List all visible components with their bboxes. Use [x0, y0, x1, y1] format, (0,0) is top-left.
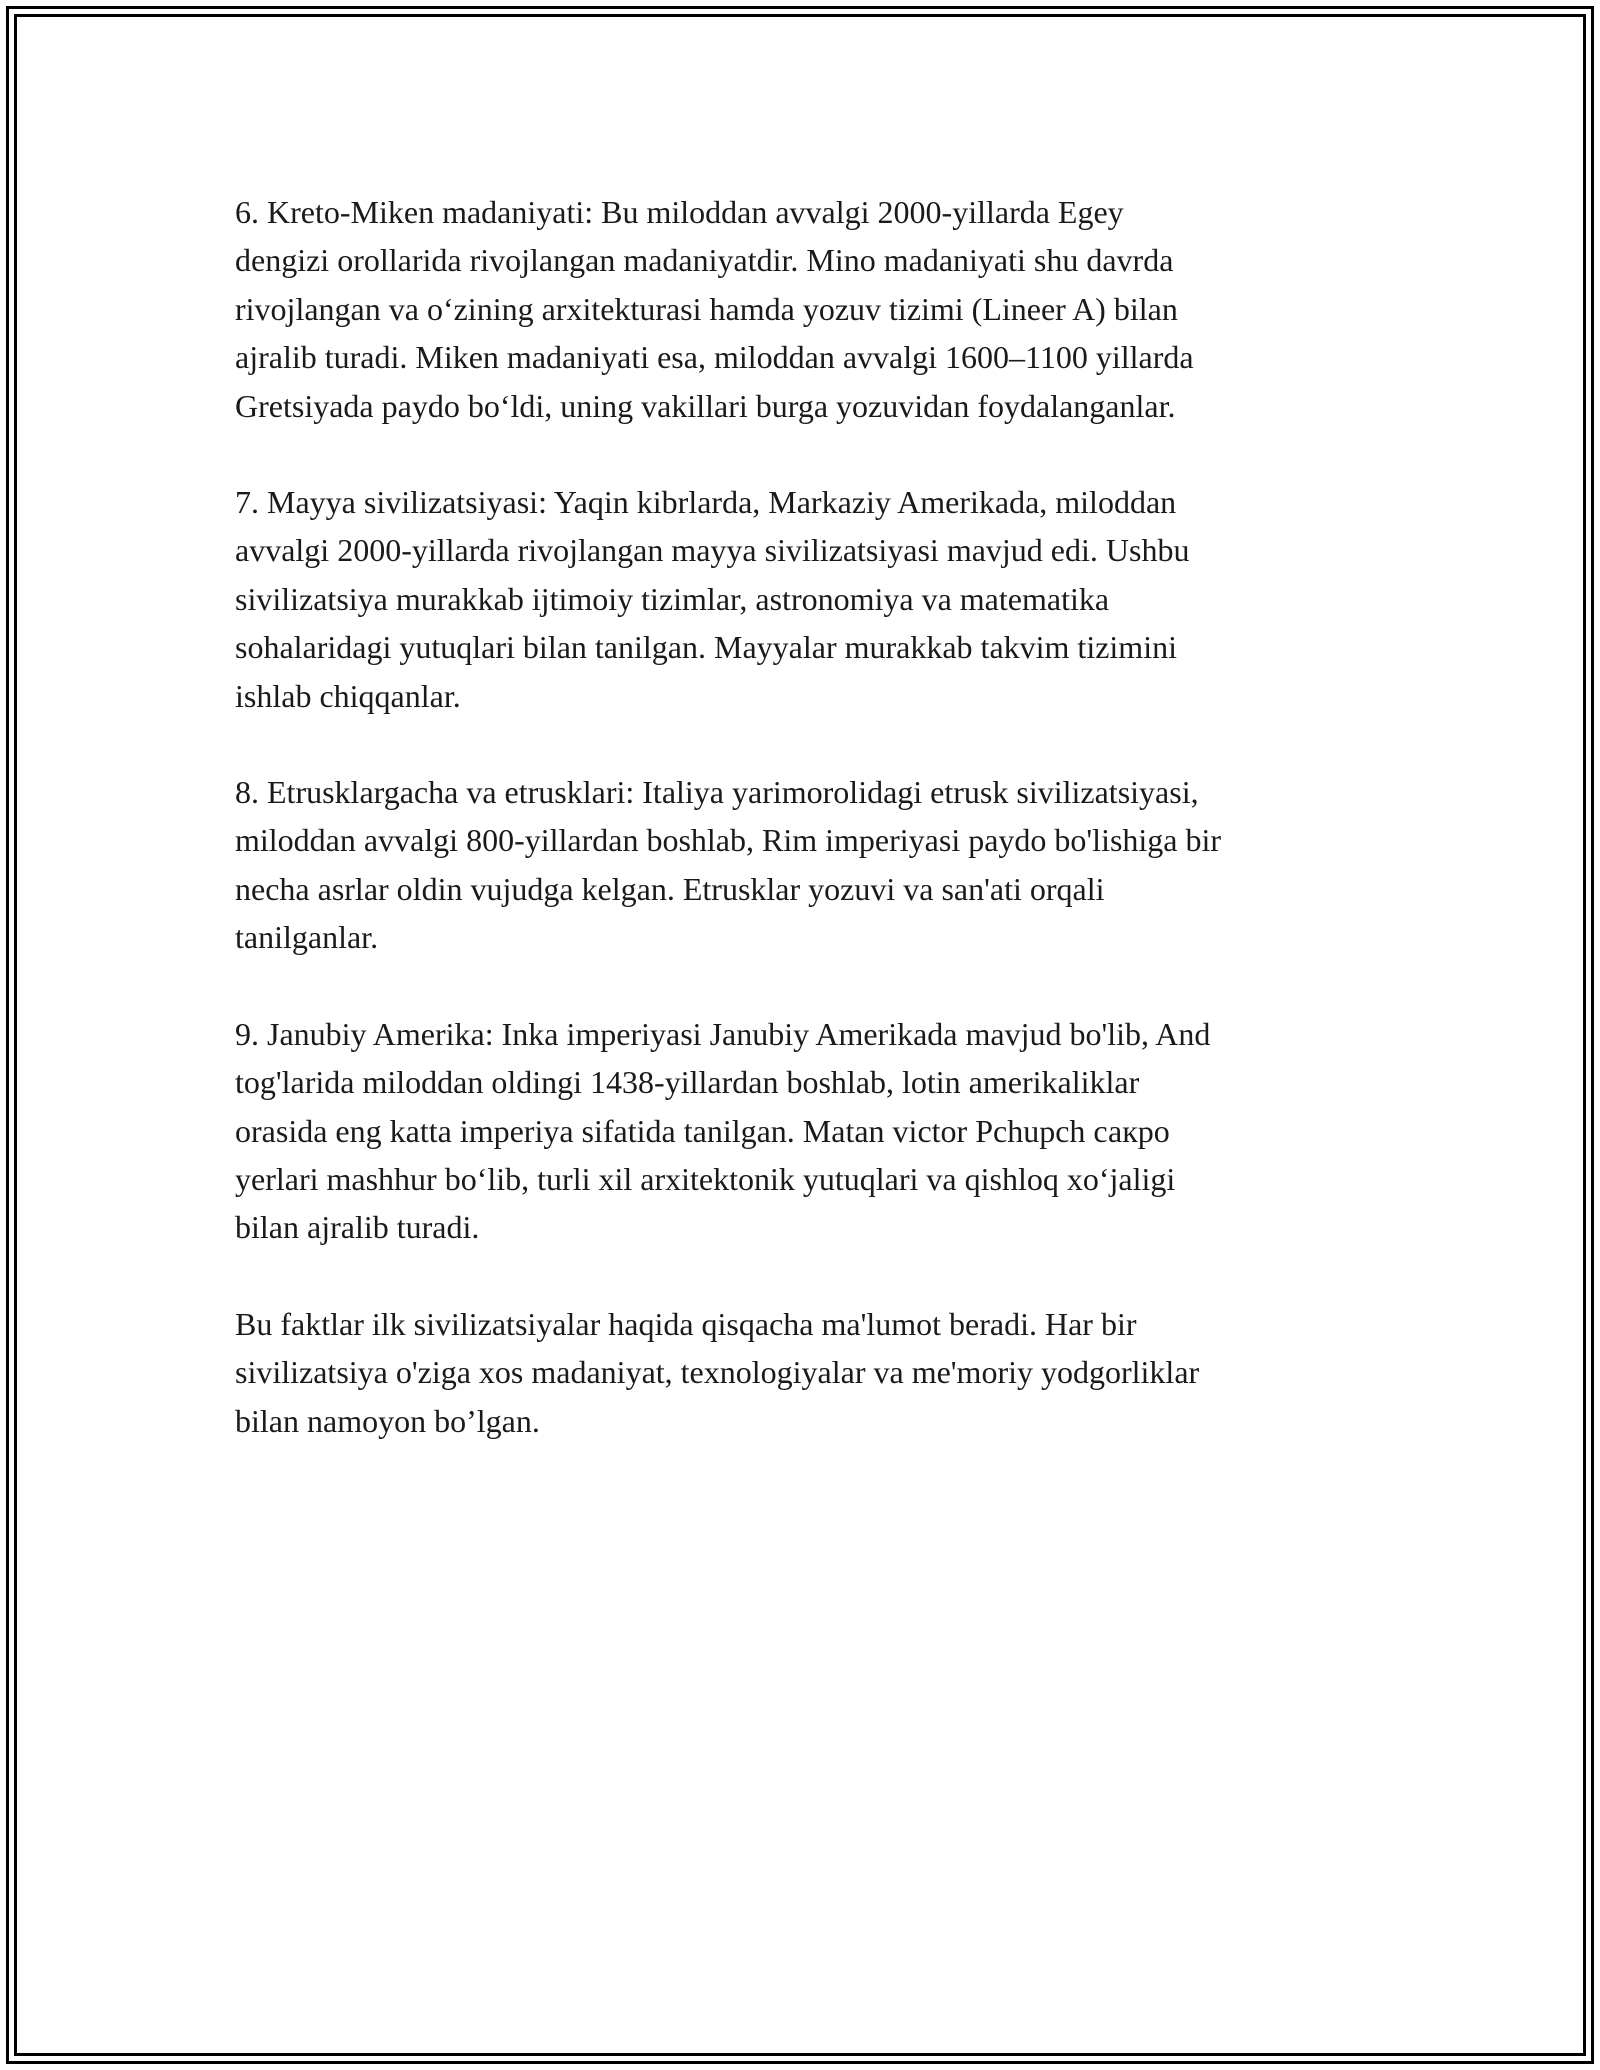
text-line: ishlab chiqqanlar. [235, 677, 461, 714]
text-line: 9. Janubiy Amerika: Inka imperiyasi Janubiy Amerikada mavjud bo'lib, And [235, 1015, 1211, 1052]
paragraph-kreto-miken [235, 188, 1375, 430]
text-line: yerlari mashhur bo‘lib, turli xil arxitektonik yutuqlari va qishloq xo‘jaligi [235, 1160, 1176, 1197]
text-line: sivilizatsiya murakkab ijtimoiy tizimlar, astronomiya va matematika [235, 580, 1110, 617]
text-line: Bu faktlar ilk sivilizatsiyalar haqida qisqacha ma'lumot beradi. Har bir [235, 1305, 1137, 1342]
text-line: bilan namoyon bo’lgan. [235, 1402, 540, 1439]
text-line: 7. Mayya sivilizatsiyasi: Yaqin kibrlarda, Markaziy Amerikada, miloddan [235, 484, 1177, 521]
text-line: dengizi orollarida rivojlangan madaniyatdir. Mino madaniyati shu davrda [235, 242, 1174, 279]
text-line: necha asrlar oldin vujudga kelgan. Etrusklar yozuvi va san'ati orqali [235, 870, 1105, 907]
paragraph-janubiy-amerika [235, 1010, 1375, 1252]
paragraph-etrusk [235, 768, 1375, 962]
text-line: 8. Etrusklargacha va etrusklari: Italiya yarimorolidagi etrusk sivilizatsiyasi, [235, 774, 1199, 811]
text-line: tog'larida miloddan oldingi 1438-yillardan boshlab, lotin amerikaliklar [235, 1064, 1140, 1101]
text-line: sivilizatsiya o'ziga xos madaniyat, texnologiyalar va me'moriy yodgorliklar [235, 1354, 1200, 1391]
text-line: 6. Kreto-Miken madaniyati: Bu miloddan avvalgi 2000-yillarda Egey [235, 194, 1124, 230]
text-line: orasida eng katta imperiya sifatida tanilgan. Matan victor Pchupch сакро [235, 1112, 1170, 1149]
text-line: avvalgi 2000-yillarda rivojlangan mayya sivilizatsiyasi mavjud edi. Ushbu [235, 532, 1190, 569]
paragraph-mayya [235, 478, 1375, 720]
text-line: ajralib turadi. Miken madaniyati esa, miloddan avvalgi 1600–1100 yillarda [235, 339, 1194, 376]
text-line: miloddan avvalgi 800-yillardan boshlab, Rim imperiyasi paydo bo'lishiga bir [235, 822, 1222, 859]
text-line: bilan ajralib turadi. [235, 1209, 480, 1246]
text-line: rivojlangan va o‘zining arxitekturasi hamda yozuv tizimi (Lineer A) bilan [235, 290, 1178, 327]
text-line: tanilganlar. [235, 919, 379, 956]
paragraph-summary [235, 1300, 1375, 1445]
document-body [235, 188, 1375, 1493]
text-line: sohalaridagi yutuqlari bilan tanilgan. Mayyalar murakkab takvim tizimini [235, 629, 1177, 666]
text-line: Gretsiyada paydo bo‘ldi, uning vakillari burga yozuvidan foydalanganlar. [235, 387, 1176, 424]
